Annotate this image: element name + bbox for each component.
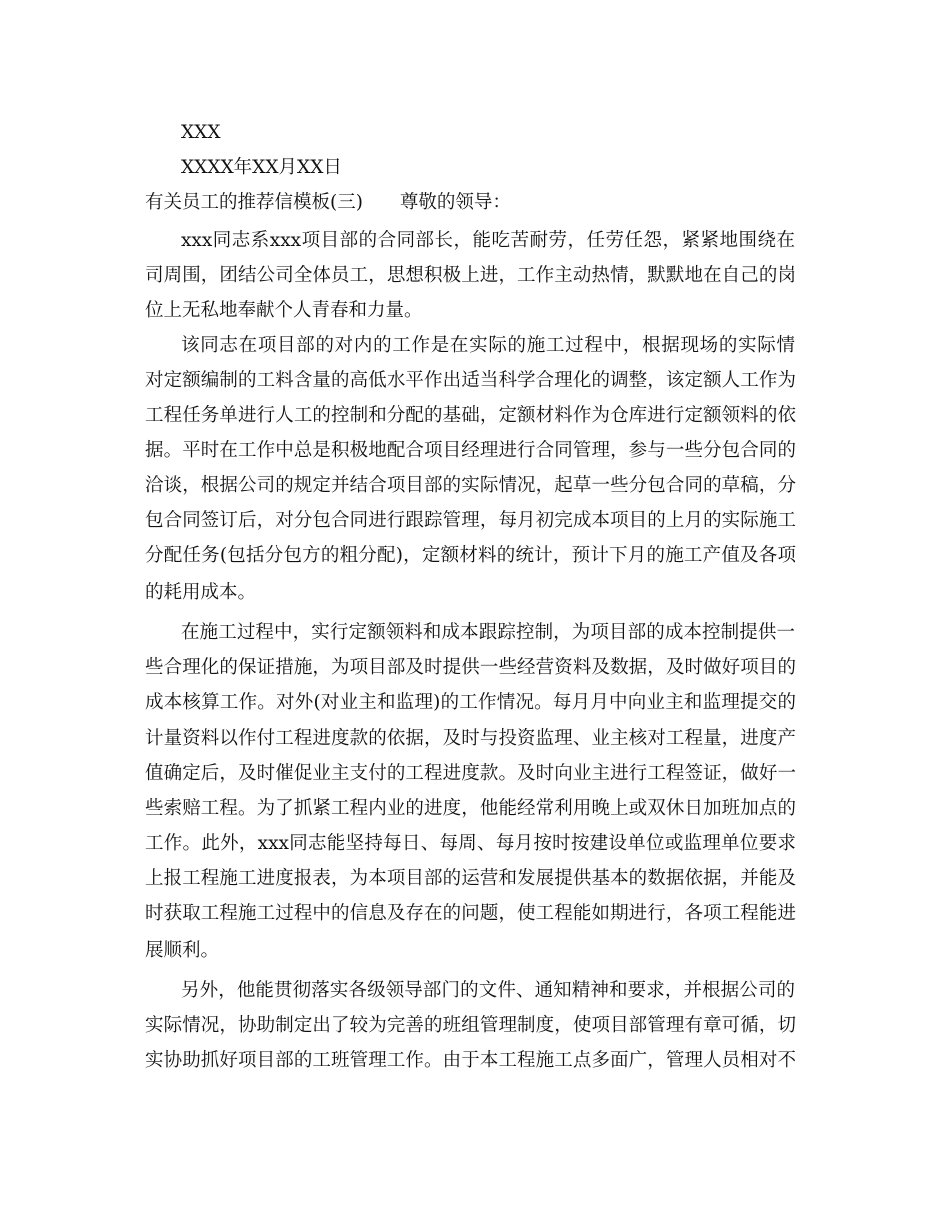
paragraph-2-line-6: 包合同签订后，对分包合同进行跟踪管理，每月初完成本项目的上月的实际施工 xyxy=(145,510,796,531)
paragraph-4-line-3: 实协助抓好项目部的工班管理工作。由于本工程施工点多面广，管理人员相对不 xyxy=(145,1050,796,1071)
paragraph-1-line-1: xxx同志系xxx项目部的合同部长，能吃苦耐劳，任劳任怨，紧紧地围绕在 xyxy=(181,230,795,251)
signature-name: XXX xyxy=(181,122,221,143)
letter-heading: 有关员工的推荐信模板(三) 尊敬的领导： xyxy=(145,192,511,213)
paragraph-4-line-2: 实际情况，协助制定出了较为完善的班组管理制度，使项目部管理有章可循，切 xyxy=(145,1015,796,1036)
paragraph-3-line-2: 些合理化的保证措施，为项目部及时提供一些经营资料及数据，及时做好项目的 xyxy=(145,657,796,678)
paragraph-2-line-3: 工程任务单进行人工的控制和分配的基础，定额材料作为仓库进行定额领料的依 xyxy=(145,405,796,426)
paragraph-3-line-10: 展顺利。 xyxy=(145,940,220,961)
paragraph-2-line-4: 据。平时在工作中总是积极地配合项目经理进行合同管理，参与一些分包合同的 xyxy=(145,440,796,461)
signature-date: XXXX年XX月XX日 xyxy=(181,157,342,178)
paragraph-2-line-7: 分配任务(包括分包方的粗分配)，定额材料的统计，预计下月的施工产值及各项 xyxy=(145,545,796,566)
paragraph-3-line-7: 工作。此外，xxx同志能坚持每日、每周、每月按时按建设单位或监理单位要求 xyxy=(145,833,796,854)
paragraph-2-line-5: 洽谈，根据公司的规定并结合项目部的实际情况，起草一些分包合同的草稿，分 xyxy=(145,475,796,496)
paragraph-2-line-8: 的耗用成本。 xyxy=(145,582,257,603)
paragraph-3-line-6: 些索赔工程。为了抓紧工程内业的进度，他能经常利用晚上或双休日加班加点的 xyxy=(145,798,796,819)
paragraph-3-line-5: 值确定后，及时催促业主支付的工程进度款。及时向业主进行工程签证，做好一 xyxy=(145,763,796,784)
paragraph-3-line-4: 计量资料以作付工程进度款的依据，及时与投资监理、业主核对工程量，进度产 xyxy=(145,728,796,749)
paragraph-2-line-1: 该同志在项目部的对内的工作是在实际的施工过程中，根据现场的实际情 xyxy=(181,335,795,356)
paragraph-2-line-2: 对定额编制的工料含量的高低水平作出适当科学合理化的调整，该定额人工作为 xyxy=(145,370,796,391)
paragraph-1-line-2: 司周围，团结公司全体员工，思想积极上进，工作主动热情，默默地在自己的岗 xyxy=(145,265,796,286)
paragraph-3-line-9: 时获取工程施工过程中的信息及存在的问题，使工程能如期进行，各项工程能进 xyxy=(145,903,796,924)
paragraph-1-line-3: 位上无私地奉献个人青春和力量。 xyxy=(145,300,423,321)
paragraph-3-line-1: 在施工过程中，实行定额领料和成本跟踪控制，为项目部的成本控制提供一 xyxy=(181,622,795,643)
paragraph-3-line-8: 上报工程施工进度报表，为本项目部的运营和发展提供基本的数据依据，并能及 xyxy=(145,868,796,889)
paragraph-3-line-3: 成本核算工作。对外(对业主和监理)的工作情况。每月月中向业主和监理提交的 xyxy=(145,692,796,713)
paragraph-4-line-1: 另外，他能贯彻落实各级领导部门的文件、通知精神和要求，并根据公司的 xyxy=(181,980,795,1001)
